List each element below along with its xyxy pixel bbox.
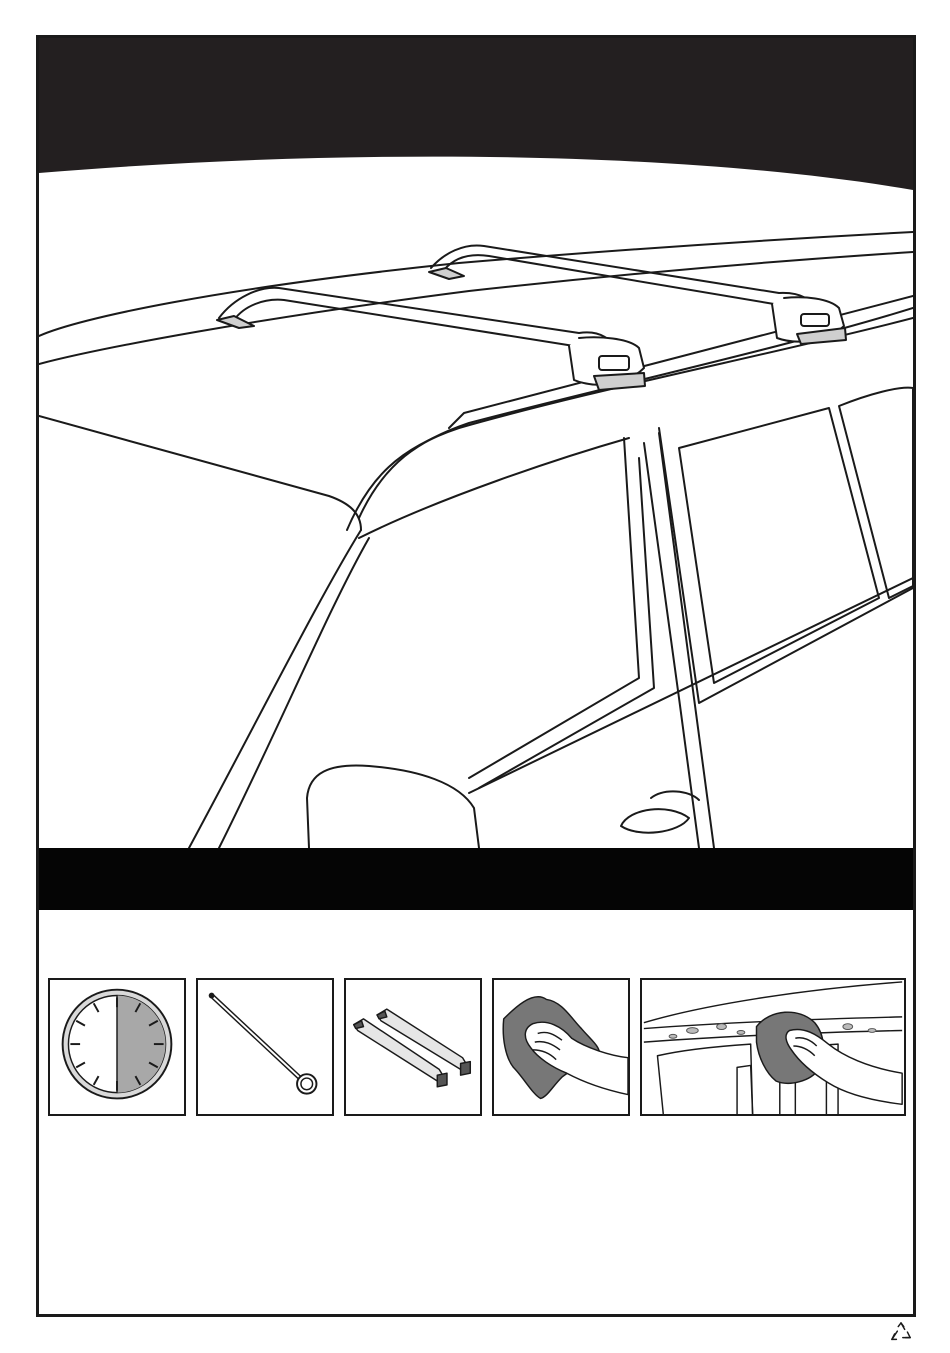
instruction-sheet — [36, 35, 916, 1317]
panel-crossbars — [344, 978, 482, 1116]
cleaning-cloth-icon — [494, 980, 628, 1114]
car-roof-crossbars-icon — [39, 158, 913, 848]
section-band — [39, 848, 913, 910]
recycle-icon — [890, 1322, 912, 1344]
clean-roof-icon — [642, 980, 904, 1114]
clock-icon — [50, 980, 184, 1114]
panel-tool — [196, 978, 334, 1116]
torque-wrench-icon — [198, 980, 332, 1114]
panel-clean-roof — [640, 978, 906, 1116]
panel-cloth — [492, 978, 630, 1116]
panel-clock — [48, 978, 186, 1116]
crossbars-icon — [346, 980, 480, 1114]
